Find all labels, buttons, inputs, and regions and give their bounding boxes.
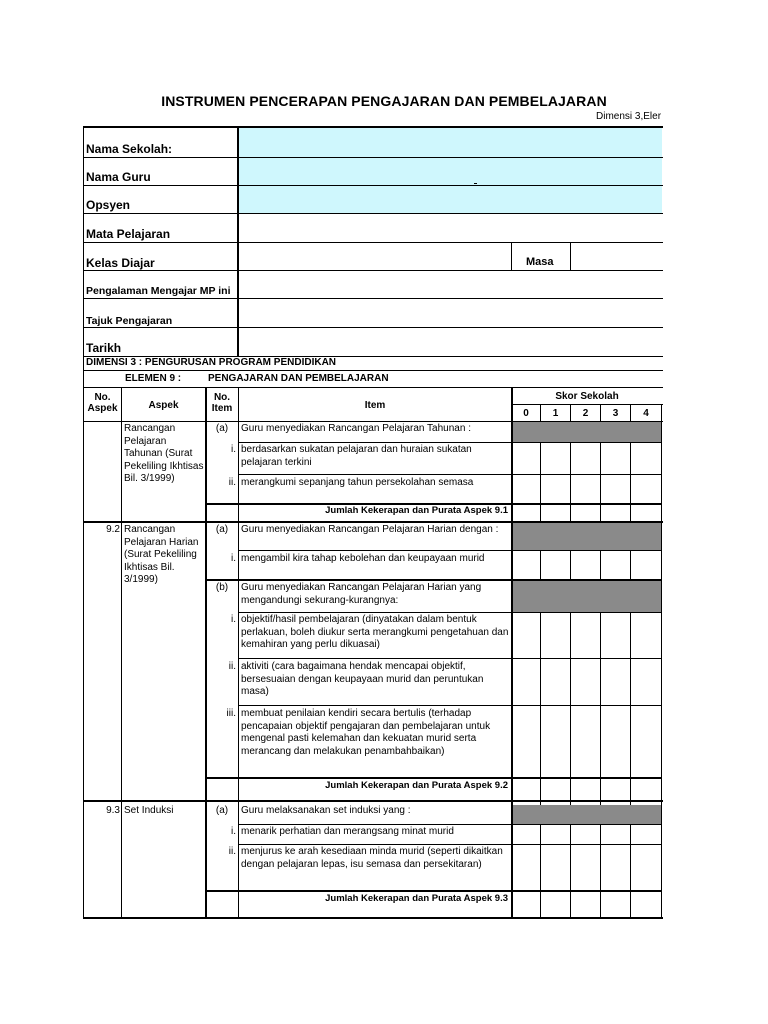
total-9-1: Jumlah Kekerapan dan Purata Aspek 9.1 [325, 505, 508, 516]
item-text: merangkumi sepanjang tahun persekolahan semasa [241, 477, 474, 488]
label-masa: Masa [526, 256, 554, 268]
page-title: INSTRUMEN PENCERAPAN PENGAJARAN DAN PEMBELAJARAN [161, 93, 607, 109]
item-text: mengambil kira tahap kebolehan dan keupayaan murid [241, 553, 485, 564]
dimension-reference: Dimensi 3,Eler [596, 111, 662, 122]
score-col-1: 1 [552, 408, 559, 419]
label-tarikh: Tarikh [86, 341, 122, 355]
item-no: (a) [215, 524, 229, 535]
item-text: berdasarkan sukatan pelajaran dan huraian sukatan pelajaran terkini [241, 444, 472, 468]
label-mata-pelajaran: Mata Pelajaran [86, 227, 171, 241]
element-label: ELEMEN 9 : [125, 373, 182, 384]
col-no-item: No. Item [211, 392, 233, 414]
element-name: PENGAJARAN DAN PEMBELAJARAN [208, 373, 389, 384]
total-9-2: Jumlah Kekerapan dan Purata Aspek 9.2 [325, 780, 508, 791]
shade-9-2-b [513, 581, 661, 612]
item-no: (a) [215, 423, 229, 434]
score-col-0: 0 [523, 408, 529, 419]
dimension-header: DIMENSI 3 : PENGURUSAN PROGRAM PENDIDIKAN [86, 357, 337, 368]
item-text: Guru menyediakan Rancangan Pelajaran Harian dengan : [241, 524, 499, 535]
item-no: i. [231, 826, 236, 837]
item-no: ii. [228, 661, 236, 672]
item-no: ii. [228, 846, 236, 857]
item-no: i. [231, 614, 236, 625]
item-no: (a) [215, 805, 229, 816]
shade-9-1-a [513, 422, 661, 442]
nama-sekolah-field[interactable] [239, 128, 662, 157]
item-text: Guru menyediakan Rancangan Pelajaran Harian yang mengandungi sekurang-kurangnya: [241, 582, 482, 606]
label-tajuk: Tajuk Pengajaran [86, 315, 173, 327]
col-aspek: Aspek [148, 400, 179, 411]
item-text: menarik perhatian dan merangsang minat murid [241, 826, 454, 837]
item-no: i. [231, 444, 236, 455]
total-9-3: Jumlah Kekerapan dan Purata Aspek 9.3 [325, 893, 508, 904]
aspek-9-3-no: 9.3 [106, 805, 120, 816]
aspek-9-1-name: Rancangan Pelajaran Tahunan (Surat Pekeliling Ikhtisas Bil. 3/1999) [124, 423, 204, 485]
score-col-3: 3 [612, 408, 619, 419]
item-no: iii. [226, 708, 236, 719]
opsyen-field[interactable] [239, 186, 662, 213]
aspek-9-2-name: Rancangan Pelajaran Harian (Surat Pekeliling Ikhtisas Bil. 3/1999) [124, 524, 199, 586]
col-skor-sekolah: Skor Sekolah [555, 391, 619, 402]
item-text: menjurus ke arah kesediaan minda murid (seperti dikaitkan dengan pelajaran lepas, isu semasa dan persekitaran) [241, 846, 503, 870]
item-text: Guru menyediakan Rancangan Pelajaran Tahunan : [241, 423, 471, 434]
score-col-2: 2 [582, 408, 589, 419]
label-pengalaman: Pengalaman Mengajar MP ini [86, 285, 231, 297]
item-no: ii. [228, 477, 236, 488]
label-opsyen: Opsyen [86, 198, 131, 212]
col-item: Item [364, 400, 386, 411]
item-no: i. [231, 553, 236, 564]
aspek-9-3-name: Set Induksi [124, 805, 174, 816]
label-kelas-diajar: Kelas Diajar [86, 256, 155, 270]
item-text: objektif/hasil pembelajaran (dinyatakan dalam bentuk perlakuan, boleh diukur serta merangkumi pengetahuan dan kemahiran yang perlu dikuasai) [241, 614, 509, 651]
aspek-9-2-no: 9.2 [106, 524, 120, 535]
col-no-aspek: No. Aspek [87, 392, 118, 414]
label-nama-sekolah: Nama Sekolah: [86, 142, 173, 156]
label-nama-guru: Nama Guru [86, 170, 151, 184]
shade-9-3-a [513, 805, 661, 824]
item-text: membuat penilaian kendiri secara bertulis (terhadap pencapaian objektif pengajaran dan pembelajaran untuk mengenal pasti kelemahan dan kekuatan murid serta merancang dan melakukan penambahbaikan) [241, 708, 491, 757]
item-text: aktiviti (cara bagaimana hendak mencapai objektif, bersesuaian dengan keupayaan murid dan peruntukan masa) [241, 661, 484, 698]
item-text: Guru melaksanakan set induksi yang : [241, 805, 411, 816]
shade-9-2-a [513, 523, 661, 550]
item-no: (b) [215, 582, 229, 593]
score-col-4: 4 [643, 408, 649, 419]
nama-guru-field[interactable] [239, 158, 662, 185]
